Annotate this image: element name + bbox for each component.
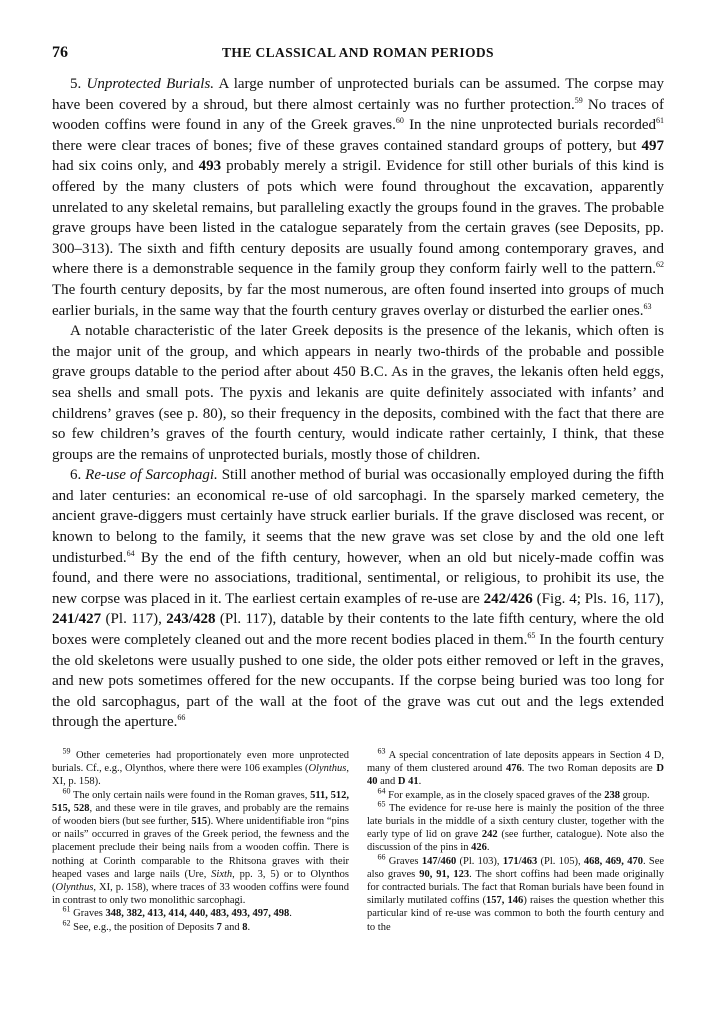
catalogue-number: 241/427 — [52, 611, 102, 628]
footnote-ref: 65 — [377, 799, 386, 809]
footnote-ref: 62 — [656, 260, 664, 270]
italic-text: Re-use of Sarcophagi. — [85, 467, 218, 484]
text-run: (see further, catalogue). Note also the discussion of the pins in — [367, 829, 664, 854]
text-run: In the nine unprotected burials recorded — [403, 117, 656, 134]
catalogue-number: 426 — [471, 842, 487, 854]
text-run: . — [486, 842, 490, 854]
text-run: and — [377, 776, 398, 788]
text-run: (Pl. 117), datable by their contents to the late fifth century, where the old boxes were completely cleaned out and the more recent bodies placed in them. — [52, 611, 664, 649]
text-run: had six coins only, and — [52, 158, 199, 175]
text-run: 6. — [70, 467, 86, 484]
italic-text: Unprotected Burials. — [86, 76, 215, 92]
text-run: See, e.g., the position of Deposits — [70, 921, 217, 933]
footnote-ref: 63 — [377, 746, 386, 756]
text-run: . See also graves — [367, 855, 665, 880]
text-run: , XI, p. 158), where traces of 33 wooden coffins were found in contrast to only two monolithic sarcophagi. — [52, 882, 349, 907]
catalogue-number: 171/463 — [502, 855, 538, 867]
italic-text: Sixth — [211, 868, 233, 880]
text-run: In the fourth century the old skeletons were usually pushed to one side, the older pots either removed or left in the graves, and new pots sometimes offered for the new occupants. If the corpse being buried was too long for the old sarcophagus, part of the wall at the foot of the grave was cut out and the legs extended through the aperture. — [52, 632, 664, 731]
footnote-60 — [52, 786, 350, 908]
text-run: Graves — [70, 908, 106, 920]
text-run: probably merely a strigil. Evidence for still other burials of this kind is offered by the many clusters of pots which were found throughout the excavation, apparently unrelated to any skeletal remains, but paralleling exactly the groups found in the graves. The probable grave groups have been listed in the catalogue separately from the certain graves (see Deposits, pp. 300–313). The sixth and fifth century deposits are usually found among contemporary graves, and where there is a demonstrable sequence in the family group they conform fairly well to the pattern. — [52, 158, 664, 278]
italic-text: Olynthus — [308, 763, 347, 775]
main-text — [52, 74, 664, 733]
text-run: Other cemeteries had proportionately even more unprotected burials. Cf., e.g., Olynthos, where there were 106 examples ( — [52, 750, 349, 775]
page-header — [52, 44, 664, 66]
catalogue-number: 468, 469, 470 — [583, 855, 643, 867]
text-run: (Pl. 103), — [456, 855, 503, 867]
catalogue-number: D 41 — [397, 776, 419, 788]
footnote-ref: 59 — [574, 95, 583, 105]
footnote-62 — [52, 918, 349, 934]
text-run: ) raises the question whether this particular kind of re-use was common to both the fourth century and to the — [367, 895, 665, 933]
text-run: (Pl. 105), — [537, 855, 584, 867]
text-run: For example, as in the closely spaced graves of the — [385, 789, 605, 801]
text-run: . — [247, 921, 251, 933]
catalogue-number: 348, 382, 413, 414, 440, 483, 493, 497, 498 — [105, 908, 290, 920]
catalogue-number: D 40 — [367, 763, 664, 788]
catalogue-number: 511, 512, 515, 528 — [52, 789, 350, 814]
text-run: The evidence for re-use here is mainly the position of the three late burials in the middle of a sixth century cluster, together with the early type of lid on grave — [367, 802, 664, 841]
catalogue-number: 243/428 — [166, 611, 216, 628]
paragraph-unprotected-burials — [52, 74, 664, 321]
footnote-59 — [52, 746, 349, 789]
footnote-ref: 61 — [655, 116, 664, 126]
text-run: there were clear traces of bones; five of these graves contained standard groups of pottery, but — [52, 137, 642, 154]
text-run: group. — [619, 789, 650, 801]
catalogue-number: 157, 146 — [486, 895, 524, 907]
footnotes-left-column — [52, 746, 350, 934]
text-run: Graves — [385, 855, 422, 867]
text-run: A large number of unprotected burials can be assumed. The corpse may have been covered by a shroud, but there almost certainly was no further protection. — [52, 76, 665, 113]
footnote-ref: 60 — [395, 116, 404, 126]
text-run: , pp. 3, 5) or to Olynthos ( — [52, 868, 349, 894]
footnote-63 — [367, 746, 664, 789]
footnote-66 — [367, 852, 665, 934]
footnote-ref: 64 — [126, 548, 135, 558]
catalogue-number: 7 — [216, 921, 222, 933]
text-run: and — [221, 921, 243, 933]
text-run: A notable characteristic of the later Greek deposits is the presence of the lekanis, which often is the major unit of the group, and which appears in nearly two-thirds of the probable and possible grave groups datable to the period after about 450 B.C. As in the graves, the lekanis often held eggs, sea shells and small pots. The pyxis and lekanis are quite definitely associated with infants’ and childrens’ graves (see p. 80), so their frequency in the deposits, combined with the fact that there are so few children’s graves of the fourth century, would indicate rather certainly, I think, that these groups are the remains of unprotected burials, mostly those of children. — [52, 323, 664, 463]
catalogue-number: 238 — [604, 789, 620, 801]
document-page — [52, 44, 664, 934]
footnote-ref: 61 — [62, 904, 71, 914]
catalogue-number: 90, 91, 123 — [419, 868, 470, 880]
footnote-ref: 60 — [62, 786, 71, 796]
footnotes — [52, 746, 665, 934]
running-title: THE CLASSICAL AND ROMAN PERIODS — [222, 45, 494, 60]
text-run: (Fig. 4; Pls. 16, 117), — [532, 590, 664, 607]
paragraph-lekanis — [52, 321, 664, 465]
text-run: A special concentration of late deposits appears in Section 4 D, many of them clustered around — [367, 750, 664, 775]
footnote-64 — [367, 786, 664, 802]
footnote-ref: 63 — [643, 301, 652, 311]
catalogue-number: 147/460 — [421, 855, 457, 867]
text-run: Still another method of burial was occasionally employed during the fifth and later centuries: an economical re-use of old sarcophagi. In the sparsely marked cemetery, the ancient grave-diggers must certainly have struck earlier burials. If the grave disclosed was recent, or known to belong to the family, it seems that the new grave was set close by and the old one left undisturbed. — [52, 467, 664, 566]
text-run: . The short coffins had been made originally for contracted burials. The fact that Roman burials have been found in similarly mutilated coffins ( — [367, 868, 664, 907]
text-run: 5. — [70, 76, 87, 92]
catalogue-number: 497 — [641, 137, 664, 154]
footnotes-right-column — [367, 746, 665, 934]
catalogue-number: 242 — [481, 829, 498, 841]
catalogue-number: 476 — [505, 763, 522, 775]
footnote-ref: 66 — [177, 713, 186, 723]
footnote-ref: 62 — [62, 918, 71, 928]
text-run: . — [418, 776, 422, 788]
catalogue-number: 493 — [198, 158, 222, 175]
footnote-ref: 65 — [527, 631, 536, 641]
text-run: , XI, p. 158). — [52, 763, 349, 788]
italic-text: Olynthus — [55, 882, 94, 894]
footnote-ref: 64 — [377, 786, 386, 796]
text-run: ). Where unidentifiable iron “pins or nails” occurred in graves of the Greek period, the fewness and the placement preclude their being nails from a wooden coffin. There is nothing at Corinth comparable to the Rhitsona graves with their heaped vases and large nails (Ure, — [52, 816, 349, 880]
footnote-ref: 59 — [62, 746, 71, 756]
text-run: . The two Roman deposits are — [521, 763, 657, 775]
catalogue-number: 515 — [191, 816, 208, 828]
page-number: 76 — [52, 44, 68, 61]
footnote-65 — [367, 799, 664, 855]
text-run: , and these were in tile graves, and probably are the remains of wooden biers (but see further, — [52, 802, 349, 828]
text-run: By the end of the fifth century, however, when an old but nicely-made coffin was found, and there were no associations, traditional, sentimental, or religious, to prohibit its use, the new corpse was placed in it. The earliest certain examples of re-use are — [52, 549, 664, 607]
footnote-ref: 66 — [377, 852, 386, 862]
text-run: No traces of wooden coffins were found in any of the Greek graves. — [52, 96, 664, 134]
text-run: The fourth century deposits, by far the most numerous, are often found inserted into groups of much earlier burials, in the same way that the fourth century graves overlay or disturbed the earlier ones. — [52, 281, 664, 319]
catalogue-number: 242/426 — [483, 590, 533, 607]
text-run: The only certain nails were found in the Roman graves, — [70, 789, 311, 801]
text-run: . — [289, 908, 292, 920]
footnote-61 — [52, 904, 349, 920]
text-run: (Pl. 117), — [101, 611, 167, 628]
catalogue-number: 8 — [242, 921, 248, 933]
paragraph-reuse-sarcophagi — [52, 465, 664, 733]
